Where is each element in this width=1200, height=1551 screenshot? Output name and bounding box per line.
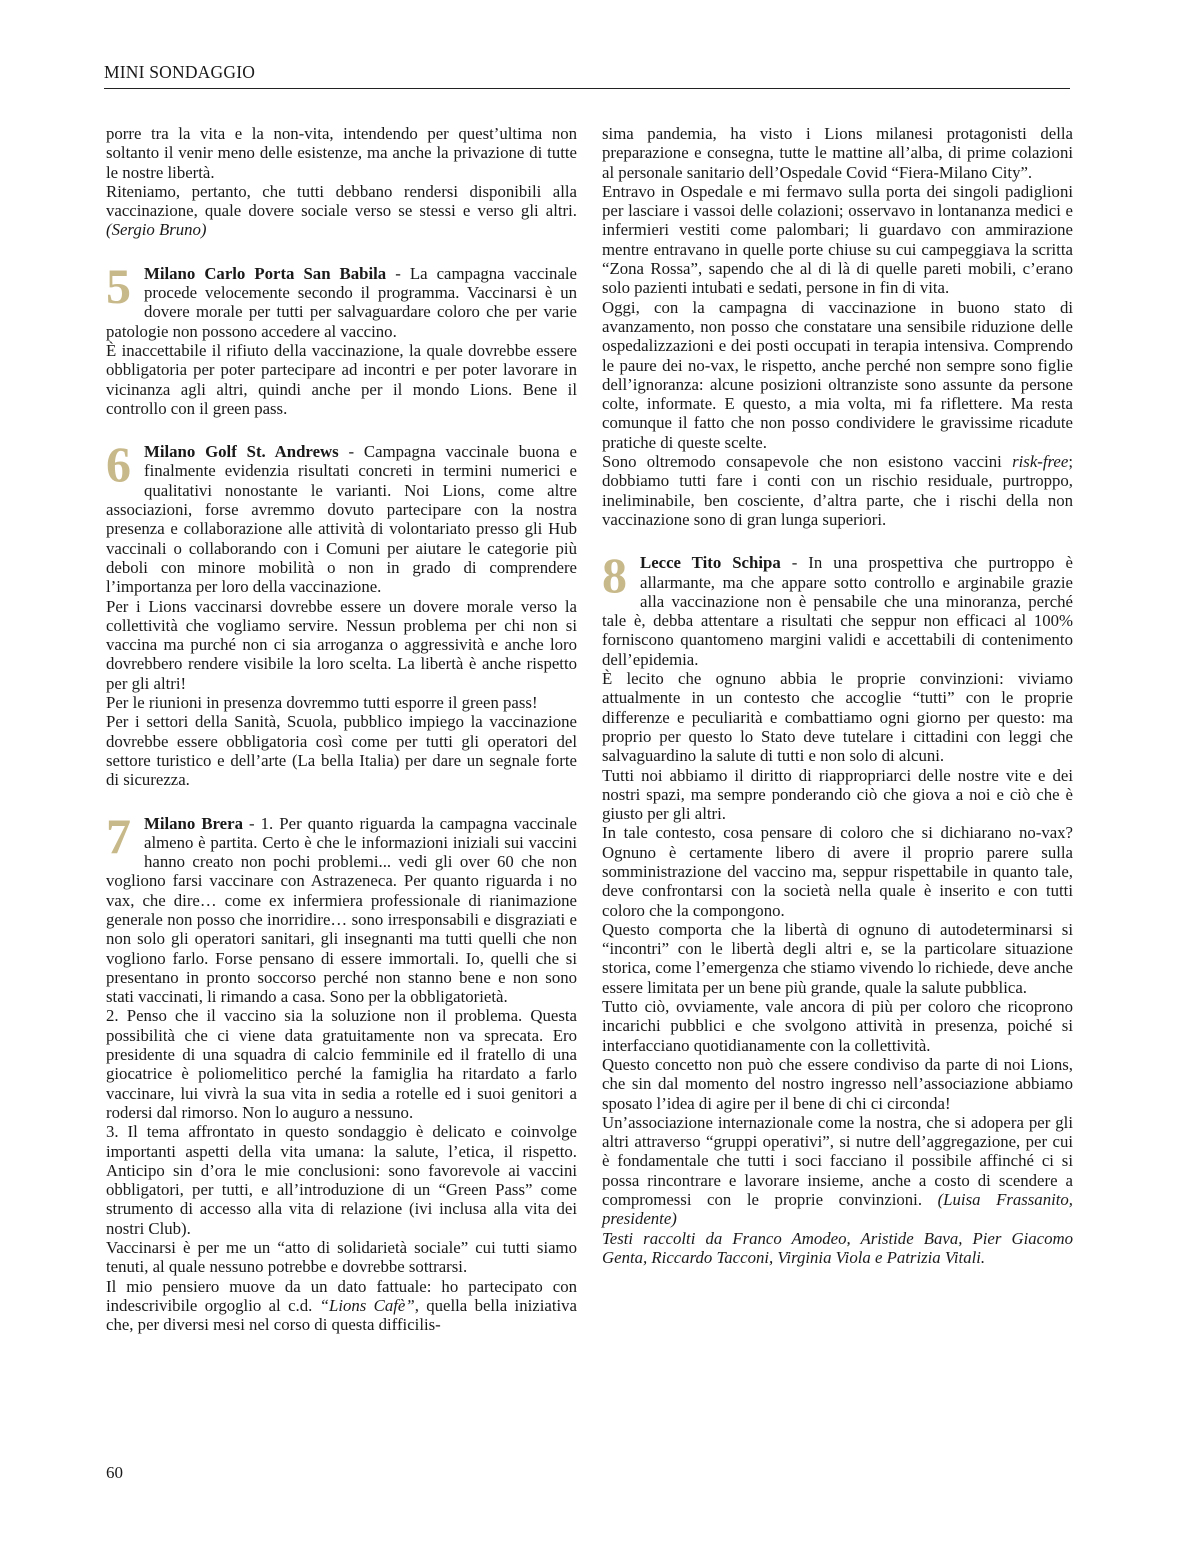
response-lead: 7 Milano Brera - 1. Per quanto riguarda la campagna vaccinale almeno è partita. Certo è che le informazioni iniziali sui vaccini hanno creato non pochi problemi... vedi gli over 60 che non vogliono farsi vaccinare con Astrazeneca. Per quanto riguarda i no vax, che dire… come ex infermiera professionale di rianimazione generale non posso che inorridire… sono irresponsabili e disgraziati e non solo gli operatori sanitari, gli insegnanti ma tutti quelli che non vogliono farlo. Forse pensano di essere immortali. Io, quelli che si presentano in pronto soccorso perché non stanno bene e non sono stati vaccinati, li rimando a casa. Sono per la obbligatorietà. bbox=[106, 807, 577, 1007]
response-lead: 5 Milano Carlo Porta San Babila - La campagna vaccinale procede velocemente secondo il programma. Vaccinarsi è un dovere morale per tutti per salvaguardare coloro che per varie patologie non possono accedere al vaccino. bbox=[106, 257, 578, 341]
response-paragraph: 2. Penso che il vaccino sia la soluzione non il problema. Questa possibilità che ci viene data gratuitamente non va sprecata. Ero presidente di una squadra di calcio femminile ed il fratello di una giocatrice è poliomelitico perché la famiglia ha ritardato a farlo vaccinare, lui vivrà la sua vita in sedia a rotelle ed i suoi genitori a rodersi dal rimorso. Non lo auguro a nessuno. bbox=[106, 1006, 577, 1122]
signature: (Sergio Bruno) bbox=[106, 220, 207, 240]
dropcap-number: 8 bbox=[602, 547, 627, 604]
dropcap-number: 5 bbox=[106, 257, 131, 314]
response-paragraph: 3. Il tema affrontato in questo sondaggio è delicato e coinvolge importanti aspetti della vita umana: la salute, l’etica, il rispetto. Anticipo sin d’ora le mie conclusioni: sono favorevole ai vaccini obbligatori, per tutti, e all’introduzione di un “Green Pass” come strumento di accesso alla vita di relazione (ivi inclusa alla vita dei nostri Club). bbox=[106, 1122, 577, 1238]
response-paragraph: Un’associazione internazionale come la nostra, che si adopera per gli altri attraverso “gruppi operativi”, si nutre dell’aggregazione, per cui è fondamentale che tutti i soci facciano il possibile affinché ci si possa rincontrare e lavorare insieme, anche a costo di scendere a compromessi con le proprie convinzioni. (Luisa Frassanito, presidente) bbox=[602, 1112, 1073, 1229]
response-paragraph: Vaccinarsi è per me un “atto di solidarietà sociale” cui tutti siamo tenuti, al quale nessuno potrebbe e dovrebbe sottrarsi. bbox=[106, 1238, 577, 1277]
risk-free-term: risk-free bbox=[1012, 452, 1069, 472]
intro-paragraph: porre tra la vita e la non-vita, intendendo per quest’ultima non soltanto il venir meno delle esistenze, ma anche la privazione di tutte le nostre libertà. bbox=[106, 124, 577, 182]
response-paragraph: Tutti noi abbiamo il diritto di riappropriarci delle nostre vite e dei nostri spazi, ma sempre ponderando ciò che giova a noi e ciò che è giusto per gli altri. bbox=[602, 765, 1073, 824]
dropcap-number: 7 bbox=[106, 807, 131, 864]
lions-cafe-name: “Lions Cafè” bbox=[319, 1295, 415, 1315]
intro-paragraph: Riteniamo, pertanto, che tutti debbano rendersi disponibili alla vaccinazione, quale dovere sociale verso se stessi e verso gli altri. (Sergio Bruno) bbox=[106, 181, 577, 240]
club-name: Lecce Tito Schipa bbox=[640, 553, 781, 573]
survey-response-8 bbox=[602, 547, 1073, 1229]
response-paragraph: Questo comporta che la libertà di ognuno di autodeterminarsi si “incontri” con le libertà degli altri e, se la particolare situazione storica, come l’emergenza che stiamo vivendo lo richiede, deve anche essere limitata per un bene più grande, quale la salute pubblica. bbox=[602, 919, 1073, 997]
dropcap-number: 6 bbox=[106, 436, 131, 493]
right-column bbox=[602, 124, 1073, 1267]
page-number: 60 bbox=[106, 1463, 123, 1482]
continuation-paragraph: Sono oltremodo consapevole che non esistono vaccini risk-free; dobbiamo tutti fare i conti con un rischio residuale, purtroppo, ineliminabile, ben cosciente, d’altra parte, che i rischi della non vaccinazione sono di gran lunga superiori. bbox=[602, 452, 1073, 529]
response-paragraph: Il mio pensiero muove da un dato fattuale: ho partecipato con indescrivibile orgoglio al c.d. “Lions Cafè”, quella bella iniziativa che, per diversi mesi nel corso di questa difficilis- bbox=[106, 1276, 577, 1335]
continuation-paragraph: Entravo in Ospedale e mi fermavo sulla porta dei singoli padiglioni per lasciare i vassoi delle colazioni; osservavo in lontananza medici e infermieri vestiti come palombari; li guardavo con ammirazione mentre entravano in quelle porte chiuse su cui campeggiava la scritta “Zona Rossa”, sapendo che al di là di quelle pareti mobili, c’erano solo pazienti intubati e sedati, persone in fin di vita. bbox=[602, 181, 1073, 298]
signature: (Luisa Frassanito, presidente) bbox=[602, 1190, 1073, 1229]
section-title: MINI SONDAGGIO bbox=[104, 62, 256, 82]
response-paragraph: In tale contesto, cosa pensare di coloro che si dichiarano no-vax? Ognuno è certamente libero di avere il proprio parere sulla somministrazione del vaccino ma, seppur rispettabile in quanto tale, deve confrontarsi con la società nella quale è inserito e con tutti coloro che la compongono. bbox=[602, 823, 1073, 920]
response-paragraph: Per i Lions vaccinarsi dovrebbe essere un dovere morale verso la collettività che vogliamo servire. Nessun problema per chi non si vaccina ma purché non ci sia arroganza o aggressività e anche loro dovrebbero rendere visibile la loro scelta. La libertà è anche rispetto per gli altri! bbox=[106, 596, 577, 693]
survey-response-7 bbox=[106, 807, 577, 1335]
club-name: Milano Carlo Porta San Babila bbox=[144, 263, 387, 283]
response-lead: 8 Lecce Tito Schipa - In una prospettiva che purtroppo è allarmante, ma che appare sotto controllo e arginabile grazie alla vaccinazione non è pensabile che una minoranza, perché tale è, debba attentare a risultati che seppur non efficaci al 100% forniscono quantomeno margini validi e accettabili di contenimento dell’epidemia. bbox=[602, 547, 1073, 669]
page-header bbox=[104, 58, 1070, 89]
response-lead: 6 Milano Golf St. Andrews - Campagna vaccinale buona e finalmente evidenzia risultati concreti in termini numerici e qualitativi nonostante le varianti. Noi Lions, come altre associazioni, forse avremmo dovuto partecipare con la nostra presenza e collaborazione alle attività di volontariato presso gli Hub vaccinali o collaborando con i Comuni per aiutare le categorie più deboli con minore mobilità o non in grado di comprendere l’importanza per loro della vaccinazione. bbox=[106, 436, 577, 597]
response-paragraph: Tutto ciò, ovviamente, vale ancora di più per coloro che ricoprono incarichi pubblici e che svolgono attività in presenza, poiché si interfacciano quotidianamente con la collettività. bbox=[602, 997, 1073, 1055]
club-name: Milano Brera bbox=[144, 813, 243, 833]
response-paragraph: È inaccettabile il rifiuto della vaccinazione, la quale dovrebbe essere obbligatoria per poter partecipare ad incontri e per poter lavorare in vicinanza agli altri, quindi anche per il mondo Lions. Bene il controllo con il green pass. bbox=[106, 340, 577, 418]
response-paragraph: È lecito che ognuno abbia le proprie convinzioni: viviamo attualmente in un contesto che accoglie “tutti” con le proprie differenze e peculiarità e combattiamo ogni giorno per questo: ma proprio per questo lo Stato deve tutelare i cittadini con leggi che salvaguardino la salute di tutti e non solo di alcuni. bbox=[602, 669, 1073, 766]
credits: Testi raccolti da Franco Amodeo, Aristide Bava, Pier Giacomo Genta, Riccardo Tacconi, Virginia Viola e Patrizia Vitali. bbox=[602, 1228, 1073, 1267]
continuation-paragraph: Oggi, con la campagna di vaccinazione in buono stato di avanzamento, non posso che constatare una sensibile riduzione delle ospedalizzazioni e dei posti occupati in terapia intensiva. Comprendo le paure dei no-vax, le rispetto, anche perché non sempre sono figlie dell’ignoranza: alcune posizioni oltranziste sono assunte da persone colte, informate. E questo, a mia volta, mi fa riflettere. Ma resta comunque il fatto che non posso condividere le gravissime ricadute pratiche di queste scelte. bbox=[602, 297, 1073, 452]
response-paragraph: Per i settori della Sanità, Scuola, pubblico impiego la vaccinazione dovrebbe essere obbligatoria così come per tutti gli operatori del settore turistico e dell’arte (La bella Italia) per dare un segnale forte di sicurezza. bbox=[106, 712, 577, 790]
club-name: Milano Golf St. Andrews bbox=[144, 442, 339, 462]
survey-response-5 bbox=[106, 257, 578, 418]
continuation-paragraph: sima pandemia, ha visto i Lions milanesi protagonisti della preparazione e consegna, tutte le mattine all’alba, di prime colazioni al personale sanitario dell’Ospedale Covid “Fiera-Milano City”. bbox=[602, 124, 1073, 182]
response-paragraph: Questo concetto non può che essere condiviso da parte di noi Lions, che sin dal momento del nostro ingresso nell’associazione abbiamo sposato l’idea di agire per il bene di chi ci circonda! bbox=[602, 1054, 1073, 1113]
response-paragraph: Per le riunioni in presenza dovremmo tutti esporre il green pass! bbox=[106, 693, 538, 713]
survey-response-6 bbox=[106, 436, 577, 790]
left-column bbox=[106, 124, 577, 1335]
